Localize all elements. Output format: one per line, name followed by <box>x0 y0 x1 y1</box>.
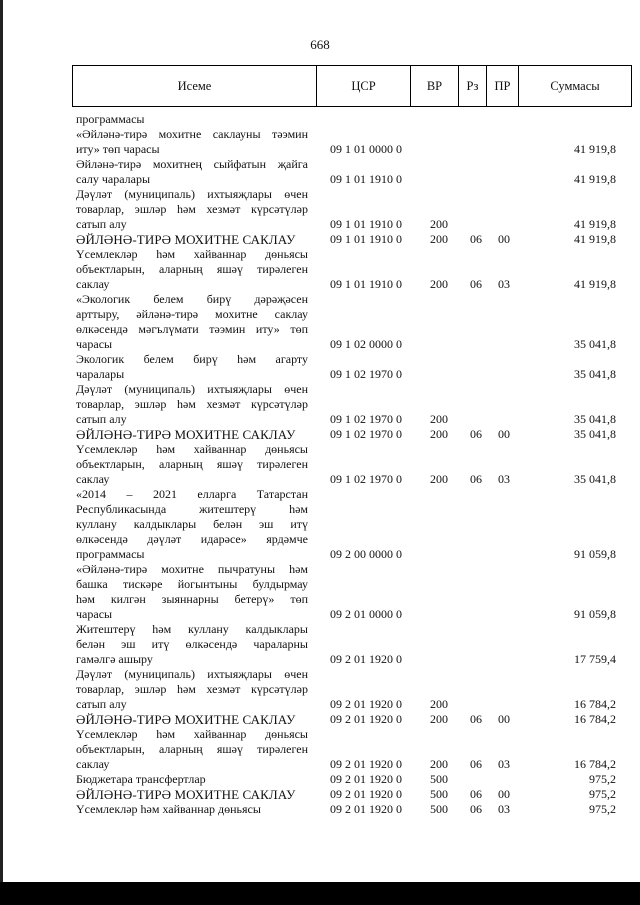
row-csr: 09 1 01 1910 0 <box>330 277 402 291</box>
header-name: Исеме <box>73 66 317 106</box>
row-vr: 200 <box>430 277 448 291</box>
row-sum: 975,2 <box>589 787 616 801</box>
row-name-line: Дәүләт (муниципаль) ихтыяҗлары өчен <box>76 667 308 681</box>
header-pr: ПР <box>487 66 519 106</box>
row-name <box>76 487 308 562</box>
table-header <box>72 65 632 107</box>
row-name <box>76 232 308 247</box>
table-row <box>0 157 640 187</box>
row-csr: 09 2 01 1920 0 <box>330 697 402 711</box>
row-name <box>76 112 308 127</box>
row-vr: 200 <box>430 757 448 771</box>
row-name <box>76 622 308 667</box>
row-csr: 09 2 01 1920 0 <box>330 712 402 726</box>
row-sum: 41 919,8 <box>574 277 616 291</box>
row-pr: 00 <box>498 232 510 246</box>
row-name-line: Үсемлекләр һәм хайваннар дөньясы <box>76 247 308 261</box>
row-name-line: Житештерү һәм куллану калдыклары <box>76 622 308 636</box>
row-sum: 16 784,2 <box>574 712 616 726</box>
table-row <box>0 352 640 382</box>
row-name <box>76 427 308 442</box>
table-row <box>0 442 640 487</box>
row-csr: 09 1 02 1970 0 <box>330 427 402 441</box>
row-sum: 41 919,8 <box>574 217 616 231</box>
row-rz: 06 <box>470 427 482 441</box>
row-name-line: товарлар, эшләр һәм хезмәт күрсәтүләр <box>76 397 308 411</box>
row-vr: 200 <box>430 472 448 486</box>
row-name <box>76 127 308 157</box>
row-sum: 91 059,8 <box>574 547 616 561</box>
row-name-line: куллану калдыклары белән эш итү <box>76 517 308 531</box>
row-csr: 09 1 01 1910 0 <box>330 232 402 246</box>
row-sum: 35 041,8 <box>574 472 616 486</box>
row-csr: 09 2 01 1920 0 <box>330 772 402 786</box>
row-vr: 200 <box>430 412 448 426</box>
row-rz: 06 <box>470 757 482 771</box>
row-sum: 35 041,8 <box>574 367 616 381</box>
row-name <box>76 442 308 487</box>
table-row <box>0 427 640 442</box>
table-row <box>0 292 640 352</box>
table-row <box>0 232 640 247</box>
row-csr: 09 1 01 1910 0 <box>330 217 402 231</box>
row-sum: 41 919,8 <box>574 142 616 156</box>
row-pr: 03 <box>498 802 510 816</box>
row-name <box>76 292 308 352</box>
row-csr: 09 1 02 1970 0 <box>330 412 402 426</box>
row-csr: 09 1 01 1910 0 <box>330 172 402 186</box>
row-name-line: ӘЙЛӘНӘ-ТИРӘ МОХИТНЕ САКЛАУ <box>76 712 296 727</box>
table-row <box>0 667 640 712</box>
row-csr: 09 1 02 0000 0 <box>330 337 402 351</box>
row-name-line: «Әйләнә-тирә мохитне саклауны тәэмин <box>76 127 308 141</box>
row-sum: 975,2 <box>589 802 616 816</box>
row-name-line: сатып алу <box>76 412 127 426</box>
row-name-line: Бюджетара трансфертлар <box>76 772 206 786</box>
table-row <box>0 727 640 772</box>
row-pr: 00 <box>498 712 510 726</box>
row-vr: 500 <box>430 802 448 816</box>
row-csr: 09 2 01 1920 0 <box>330 757 402 771</box>
row-name-line: объектларын, аларның яшәү тирәлеген <box>76 457 308 471</box>
row-pr: 00 <box>498 427 510 441</box>
row-name-line: салу чаралары <box>76 172 151 186</box>
row-rz: 06 <box>470 472 482 486</box>
row-pr: 00 <box>498 787 510 801</box>
row-rz: 06 <box>470 787 482 801</box>
table-row <box>0 487 640 562</box>
table-row <box>0 712 640 727</box>
row-name <box>76 787 308 802</box>
table-row <box>0 562 640 622</box>
scan-footer-bar <box>0 882 640 905</box>
row-csr: 09 2 01 1920 0 <box>330 802 402 816</box>
row-rz: 06 <box>470 277 482 291</box>
row-name-line: программасы <box>76 112 145 126</box>
row-name-line: саклау <box>76 472 110 486</box>
row-pr: 03 <box>498 277 510 291</box>
row-name-line: ӘЙЛӘНӘ-ТИРӘ МОХИТНЕ САКЛАУ <box>76 787 296 802</box>
row-vr: 200 <box>430 232 448 246</box>
row-name-line: Экологик белем бирү һәм агарту <box>76 352 308 366</box>
row-name-line: «Әйләнә-тирә мохитне пычратуны һәм <box>76 562 308 576</box>
row-name-line: товарлар, эшләр һәм хезмәт күрсәтүләр <box>76 682 308 696</box>
row-name <box>76 562 308 622</box>
row-name-line: чарасы <box>76 607 113 621</box>
row-vr: 200 <box>430 427 448 441</box>
row-vr: 200 <box>430 697 448 711</box>
row-csr: 09 2 01 1920 0 <box>330 787 402 801</box>
row-rz: 06 <box>470 712 482 726</box>
header-vr: ВР <box>411 66 459 106</box>
row-sum: 35 041,8 <box>574 412 616 426</box>
row-name-line: товарлар, эшләр һәм хезмәт күрсәтүләр <box>76 202 308 216</box>
row-rz: 06 <box>470 802 482 816</box>
row-name-line: чаралары <box>76 367 125 381</box>
row-sum: 35 041,8 <box>574 337 616 351</box>
row-name-line: гамәлгә ашыру <box>76 652 153 666</box>
row-csr: 09 2 01 0000 0 <box>330 607 402 621</box>
row-name-line: «2014 – 2021 елларга Татарстан <box>76 487 308 501</box>
row-csr: 09 1 01 0000 0 <box>330 142 402 156</box>
row-sum: 17 759,4 <box>574 652 616 666</box>
row-name <box>76 772 308 787</box>
row-sum: 91 059,8 <box>574 607 616 621</box>
row-name <box>76 157 308 187</box>
row-name <box>76 247 308 292</box>
row-name-line: Әйләнә-тирә мохитнең сыйфатын җайга <box>76 157 308 171</box>
row-name-line: ӘЙЛӘНӘ-ТИРӘ МОХИТНЕ САКЛАУ <box>76 232 296 247</box>
row-name-line: Үсемлекләр һәм хайваннар дөньясы <box>76 727 308 741</box>
row-sum: 16 784,2 <box>574 757 616 771</box>
row-vr: 500 <box>430 772 448 786</box>
header-rz: Рз <box>459 66 487 106</box>
row-name-line: ӘЙЛӘНӘ-ТИРӘ МОХИТНЕ САКЛАУ <box>76 427 296 442</box>
table-row <box>0 112 640 127</box>
row-name-line: «Экологик белем бирү дәрәҗәсен <box>76 292 308 306</box>
row-name-line: объектларын, аларның яшәү тирәлеген <box>76 742 308 756</box>
row-name <box>76 382 308 427</box>
row-sum: 975,2 <box>589 772 616 786</box>
row-name-line: Дәүләт (муниципаль) ихтыяҗлары өчен <box>76 187 308 201</box>
row-vr: 200 <box>430 712 448 726</box>
row-name-line: һәм килгән зыяннарны бетерү» төп <box>76 592 308 606</box>
row-name-line: Республикасында житештерү һәм <box>76 502 308 516</box>
row-sum: 41 919,8 <box>574 232 616 246</box>
row-csr: 09 2 00 0000 0 <box>330 547 402 561</box>
row-name-line: белән эш итү өлкәсендә чараларны <box>76 637 308 651</box>
row-pr: 03 <box>498 757 510 771</box>
page-number: 668 <box>310 37 330 52</box>
row-name-line: сатып алу <box>76 697 127 711</box>
table-row <box>0 127 640 157</box>
row-vr: 200 <box>430 217 448 231</box>
table-row <box>0 802 640 817</box>
row-name-line: чарасы <box>76 337 113 351</box>
row-sum: 16 784,2 <box>574 697 616 711</box>
row-name <box>76 727 308 772</box>
row-name-line: башка тискәре йогынтыны булдырмау <box>76 577 308 591</box>
row-name <box>76 352 308 382</box>
row-vr: 500 <box>430 787 448 801</box>
row-csr: 09 1 02 1970 0 <box>330 472 402 486</box>
row-name-line: арттыру, әйләнә-тирә мохитне саклау <box>76 307 308 321</box>
row-csr: 09 1 02 1970 0 <box>330 367 402 381</box>
table-row <box>0 247 640 292</box>
row-name-line: Үсемлекләр һәм хайваннар дөньясы <box>76 442 308 456</box>
row-name-line: өлкәсендә мәгълүмати тәэмин иту» төп <box>76 322 308 336</box>
row-name-line: Дәүләт (муниципаль) ихтыяҗлары өчен <box>76 382 308 396</box>
table-row <box>0 772 640 787</box>
row-csr: 09 2 01 1920 0 <box>330 652 402 666</box>
row-name <box>76 712 308 727</box>
table-row <box>0 187 640 232</box>
header-csr: ЦСР <box>317 66 411 106</box>
row-sum: 35 041,8 <box>574 427 616 441</box>
row-rz: 06 <box>470 232 482 246</box>
row-name-line: саклау <box>76 277 110 291</box>
table-row <box>0 622 640 667</box>
row-name-line: объектларын, аларның яшәү тирәлеген <box>76 262 308 276</box>
table-row <box>0 382 640 427</box>
row-name-line: сатып алу <box>76 217 127 231</box>
row-sum: 41 919,8 <box>574 172 616 186</box>
table-row <box>0 787 640 802</box>
row-name <box>76 802 308 817</box>
table-body <box>0 112 640 817</box>
row-pr: 03 <box>498 472 510 486</box>
row-name-line: өлкәсендә дәүләт идарәсе» ярдәмче <box>76 532 308 546</box>
row-name-line: программасы <box>76 547 145 561</box>
row-name-line: Үсемлекләр һәм хайваннар дөньясы <box>76 802 261 816</box>
header-sum: Суммасы <box>550 79 600 93</box>
row-name-line: саклау <box>76 757 110 771</box>
row-name <box>76 667 308 712</box>
row-name-line: иту» төп чарасы <box>76 142 160 156</box>
row-name <box>76 187 308 232</box>
